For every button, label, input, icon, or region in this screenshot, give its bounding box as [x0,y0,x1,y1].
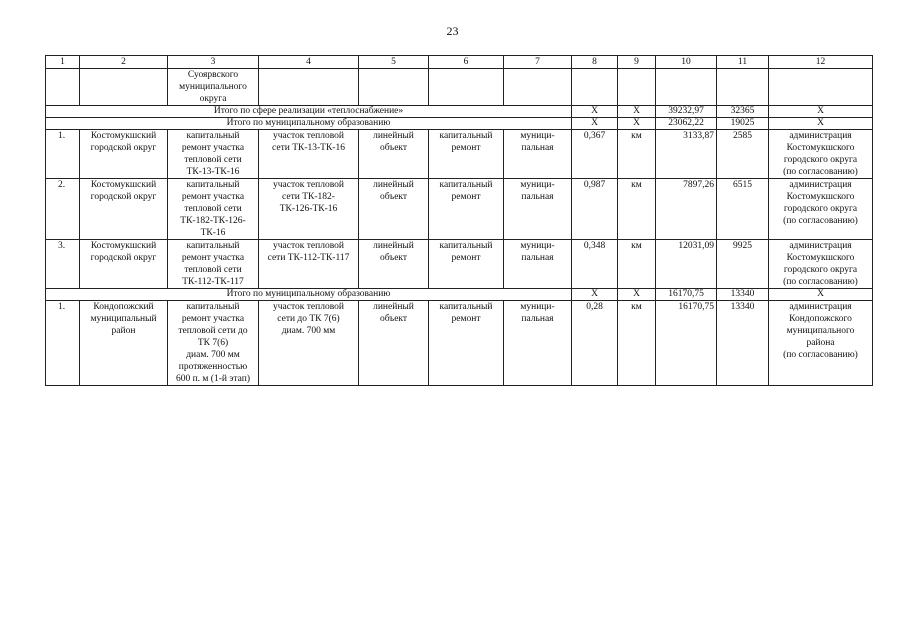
row-number: 3. [46,240,80,289]
table-cell: капитальный ремонт [429,179,504,240]
table-cell: км [618,179,656,240]
table-cell: 0,987 [572,179,618,240]
table-cell: капитальный ремонт участка тепловой сети ТК-112-ТК-117 [168,240,259,289]
table-cell: капитальный ремонт участка тепловой сети ТК-182-ТК-126- ТК-16 [168,179,259,240]
table-cell: 12031,09 [656,240,717,289]
table-cell: участок тепловой сети ТК-13-ТК-16 [259,130,359,179]
table-cell: Х [769,289,873,301]
column-number: 11 [717,56,769,69]
table-cell: Костомукшский городской округ [80,179,168,240]
table-cell: Костомукшский городской округ [80,240,168,289]
column-number: 10 [656,56,717,69]
table-cell: Х [769,106,873,118]
table-row [46,179,873,240]
table-cell: капитальный ремонт [429,130,504,179]
table-cell: км [618,301,656,386]
table-cell: капитальный ремонт [429,301,504,386]
table-cell: Х [618,289,656,301]
table-row [46,240,873,289]
table-cell: Х [572,106,618,118]
table-cell: 9925 [717,240,769,289]
row-number: 1. [46,301,80,386]
table-cell: линейный объект [359,179,429,240]
table-row [46,301,873,386]
page-number: 23 [446,24,459,38]
table-cell: км [618,130,656,179]
total-label: Итого по сфере реализации «теплоснабжение» [46,106,572,118]
table-cell: 19025 [717,118,769,130]
column-number: 4 [259,56,359,69]
column-number: 6 [429,56,504,69]
total-row-sphere [46,106,873,118]
table-cell: 2585 [717,130,769,179]
column-number: 1 [46,56,80,69]
table-cell: участок тепловой сети ТК-112-ТК-117 [259,240,359,289]
column-number: 9 [618,56,656,69]
table-cell: Суоярвского муниципального округа [168,69,259,106]
total-row-municipality [46,289,873,301]
table-cell: Х [572,118,618,130]
table-cell: Кондопожский муниципальный район [80,301,168,386]
table-cell: 0,28 [572,301,618,386]
table-cell: муници- пальная [504,301,572,386]
table-cell: 0,348 [572,240,618,289]
total-label: Итого по муниципальному образованию [46,118,572,130]
table-cell: линейный объект [359,240,429,289]
table-cell: администрация Кондопожского муниципального района (по согласованию) [769,301,873,386]
table-cell: Х [618,118,656,130]
table-cell: 6515 [717,179,769,240]
column-number: 2 [80,56,168,69]
table-cell: капитальный ремонт участка тепловой сети до ТК 7(6) диам. 700 мм протяженностью 600 п. м (1-й этап) [168,301,259,386]
table-cell: муници- пальная [504,179,572,240]
table-cell: администрация Костомукшского городского округа (по согласованию) [769,130,873,179]
row-number: 1. [46,130,80,179]
table-cell: 0,367 [572,130,618,179]
total-label: Итого по муниципальному образованию [46,289,572,301]
table-cell: 23062,22 [656,118,717,130]
table-cell: линейный объект [359,301,429,386]
table-cell: администрация Костомукшского городского округа (по согласованию) [769,179,873,240]
total-row-municipality [46,118,873,130]
column-number: 7 [504,56,572,69]
table-cell: линейный объект [359,130,429,179]
table-cell: капитальный ремонт участка тепловой сети ТК-13-ТК-16 [168,130,259,179]
table-cell: 13340 [717,301,769,386]
table-cell: Х [572,289,618,301]
column-number: 3 [168,56,259,69]
table-cell: Костомукшский городской округ [80,130,168,179]
column-number-row [46,56,873,69]
table-cell: капитальный ремонт [429,240,504,289]
table-cell: 16170,75 [656,301,717,386]
table-cell: 3133,87 [656,130,717,179]
table-cell: 32365 [717,106,769,118]
continuation-row [46,69,873,106]
row-number: 2. [46,179,80,240]
column-number: 8 [572,56,618,69]
table-cell: 13340 [717,289,769,301]
table-cell: муници- пальная [504,240,572,289]
table-cell: участок тепловой сети ТК-182- ТК-126-ТК-16 [259,179,359,240]
table-cell: 7897,26 [656,179,717,240]
table-cell: км [618,240,656,289]
table-cell: Х [769,118,873,130]
table-cell: участок тепловой сети до ТК 7(6) диам. 700 мм [259,301,359,386]
table-cell: 39232,97 [656,106,717,118]
table-cell: муници- пальная [504,130,572,179]
table-row [46,130,873,179]
column-number: 5 [359,56,429,69]
table-cell: администрация Костомукшского городского округа (по согласованию) [769,240,873,289]
column-number: 12 [769,56,873,69]
investment-table [45,55,873,386]
table-cell: 16170,75 [656,289,717,301]
table-cell: Х [618,106,656,118]
